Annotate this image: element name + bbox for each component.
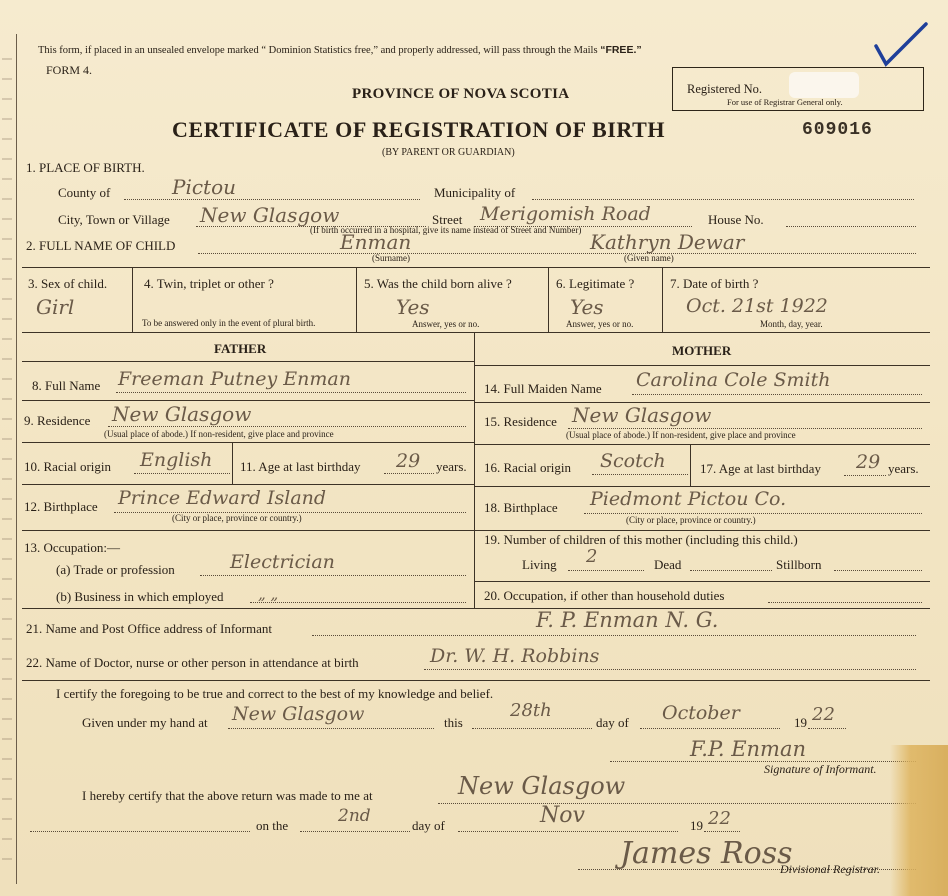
- registrar-day-value: 2nd: [338, 806, 371, 826]
- registered-no-note: For use of Registrar General only.: [727, 97, 843, 107]
- father-rule-1: [22, 400, 474, 401]
- father-racial-value: English: [140, 449, 213, 471]
- mother-rule-4: [474, 530, 930, 531]
- father-occupation-label: 13. Occupation:—: [24, 540, 121, 555]
- mother-residence-line: [568, 427, 922, 429]
- mail-notice-text: This form, if placed in an unsealed envelope marked “ Dominion Statistics free,” and properly addressed, will pass through the Mails: [38, 45, 598, 56]
- registered-no-box: [672, 67, 924, 111]
- mother-racial-label: 16. Racial origin: [484, 460, 572, 475]
- binding-edge: [2, 40, 12, 860]
- certify-month-line: [640, 727, 780, 729]
- registrar-day-line: [300, 830, 410, 832]
- father-racial-line: [134, 472, 230, 474]
- certify-year-line: [808, 727, 846, 729]
- mother-name-line: [632, 393, 922, 395]
- mother-name-label: 14. Full Maiden Name: [484, 381, 602, 396]
- registered-no-label: Registered No.: [687, 82, 762, 96]
- sex-label: 3. Sex of child.: [28, 276, 108, 291]
- certify-statement: I certify the foregoing to be true and correct to the best of my knowledge and belief.: [56, 686, 494, 701]
- hospital-note: (If birth occurred in a hospital, give its name instead of Street and Number): [310, 225, 582, 235]
- street-value: Merigomish Road: [480, 203, 651, 225]
- date-of-birth-note: Month, day, year.: [760, 319, 823, 329]
- certify-day-line: [472, 727, 592, 729]
- father-years-label: years.: [436, 459, 467, 474]
- mail-notice-free: “FREE.”: [600, 44, 642, 56]
- row3-divider-4: [662, 267, 663, 332]
- county-label: County of: [58, 185, 111, 200]
- street-label: Street: [432, 212, 463, 227]
- check-mark-icon: [872, 20, 932, 70]
- stillborn-line: [834, 569, 922, 571]
- legitimate-value: Yes: [570, 295, 604, 319]
- mother-racial-line: [592, 473, 688, 475]
- mother-occupation-label: 20. Occupation, if other than household duties: [484, 588, 725, 603]
- living-label: Living: [522, 557, 557, 572]
- informant-signature-caption: Signature of Informant.: [764, 762, 877, 776]
- county-value: Pictou: [172, 175, 237, 199]
- mother-age-value: 29: [856, 451, 881, 473]
- trade-line: [200, 574, 466, 576]
- mother-residence-note: (Usual place of abode.) If non-resident, give place and province: [566, 430, 796, 440]
- house-no-label: House No.: [708, 212, 764, 227]
- doctor-line: [424, 668, 916, 670]
- dead-label: Dead: [654, 557, 682, 572]
- row3-divider-2: [356, 267, 357, 332]
- city-value: New Glasgow: [200, 203, 340, 227]
- father-rule-3: [22, 484, 474, 485]
- registrar-place-line: [438, 802, 916, 804]
- house-no-line: [786, 225, 916, 227]
- place-of-birth-label: 1. PLACE OF BIRTH.: [26, 160, 145, 175]
- registrar-lead-line: [30, 830, 250, 832]
- mother-birthplace-label: 18. Birthplace: [484, 500, 558, 515]
- mother-years-label: years.: [888, 461, 919, 476]
- left-border-line: [16, 34, 17, 884]
- municipality-label: Municipality of: [434, 185, 516, 200]
- dead-line: [690, 569, 772, 571]
- business-line: [250, 601, 466, 603]
- doctor-value: Dr. W. H. Robbins: [430, 645, 600, 667]
- mother-racial-value: Scotch: [600, 450, 666, 472]
- living-line: [568, 569, 644, 571]
- registrar-signature: James Ross: [620, 836, 793, 871]
- mother-age-line: [844, 474, 886, 476]
- registrar-year-value: 22: [708, 808, 731, 829]
- county-line: [124, 198, 420, 200]
- father-rule-2: [22, 442, 474, 443]
- certify-day-of-label: day of: [596, 715, 629, 730]
- living-value: 2: [586, 546, 598, 567]
- child-name-line: [198, 252, 916, 254]
- father-name-label: 8. Full Name: [32, 378, 101, 393]
- surname-caption: (Surname): [372, 253, 410, 263]
- informant-value: F. P. Enman N. G.: [536, 608, 719, 632]
- sex-value: Girl: [36, 295, 75, 319]
- father-age-value: 29: [396, 450, 421, 472]
- child-given-value: Kathryn Dewar: [590, 230, 745, 254]
- mother-birthplace-line: [584, 512, 922, 514]
- mother-rule-2: [474, 444, 930, 445]
- city-label: City, Town or Village: [58, 212, 170, 227]
- father-age-line: [384, 472, 434, 474]
- child-surname-value: Enman: [340, 230, 412, 254]
- date-of-birth-value: Oct. 21st 1922: [686, 295, 828, 317]
- mail-notice: [38, 44, 642, 56]
- mother-residence-label: 15. Residence: [484, 414, 557, 429]
- form-number: FORM 4.: [46, 63, 93, 77]
- mother-name-value: Carolina Cole Smith: [636, 369, 831, 391]
- given-place-line: [228, 727, 434, 729]
- mother-age-label: 17. Age at last birthday: [700, 461, 821, 476]
- twin-label: 4. Twin, triplet or other ?: [144, 276, 274, 291]
- father-age-divider: [232, 442, 233, 484]
- father-residence-label: 9. Residence: [24, 413, 91, 428]
- registrar-place-value: New Glasgow: [458, 772, 626, 800]
- children-count-label: 19. Number of children of this mother (including this child.): [484, 532, 798, 547]
- registrar-year-prefix: 19: [690, 818, 703, 833]
- father-rule-4: [22, 530, 474, 531]
- mother-rule-3: [474, 486, 930, 487]
- given-place-value: New Glasgow: [232, 703, 365, 725]
- row3-bottom-rule: [22, 332, 930, 333]
- father-birthplace-value: Prince Edward Island: [118, 487, 327, 509]
- registrar-statement: I hereby certify that the above return was made to me at: [82, 788, 373, 803]
- father-birthplace-note: (City or place, province or country.): [172, 513, 302, 523]
- mother-birthplace-value: Piedmont Pictou Co.: [590, 488, 787, 510]
- informant-signature: F.P. Enman: [690, 737, 807, 761]
- father-age-label: 11. Age at last birthday: [240, 459, 361, 474]
- row3-top-rule: [22, 267, 930, 268]
- certify-year-value: 22: [812, 704, 835, 725]
- legitimate-label: 6. Legitimate ?: [556, 276, 635, 291]
- registrar-month-value: Nov: [540, 803, 585, 828]
- certificate-title: CERTIFICATE OF REGISTRATION OF BIRTH: [172, 117, 666, 142]
- child-name-label: 2. FULL NAME OF CHILD: [26, 238, 176, 253]
- row3-divider-3: [548, 267, 549, 332]
- business-value: „ „: [258, 585, 279, 603]
- born-alive-note: Answer, yes or no.: [412, 319, 480, 329]
- born-alive-label: 5. Was the child born alive ?: [364, 276, 512, 291]
- row3-divider-1: [132, 267, 133, 332]
- informant-line: [312, 634, 916, 636]
- father-mother-divider: [474, 332, 475, 608]
- certificate-subtitle: (BY PARENT OR GUARDIAN): [382, 147, 515, 158]
- father-residence-note: (Usual place of abode.) If non-resident, give place and province: [104, 429, 334, 439]
- grid-bottom-rule: [22, 608, 930, 609]
- informant-label: 21. Name and Post Office address of Informant: [26, 621, 272, 636]
- certify-day-value: 28th: [510, 700, 552, 721]
- municipality-line: [532, 198, 914, 200]
- stillborn-label: Stillborn: [776, 557, 822, 572]
- trade-value: Electrician: [230, 551, 335, 573]
- registrar-year-line: [704, 830, 740, 832]
- twin-note: To be answered only in the event of plural birth.: [142, 318, 316, 328]
- certify-year-prefix: 19: [794, 715, 807, 730]
- father-heading-rule: [22, 361, 474, 362]
- father-residence-line: [108, 425, 466, 427]
- father-birthplace-label: 12. Birthplace: [24, 499, 98, 514]
- father-racial-label: 10. Racial origin: [24, 459, 112, 474]
- mother-occupation-line: [768, 601, 922, 603]
- given-under-hand-label: Given under my hand at: [82, 715, 208, 730]
- registrar-month-line: [458, 830, 678, 832]
- mother-rule-5: [474, 581, 930, 582]
- legitimate-note: Answer, yes or no.: [566, 319, 634, 329]
- father-name-value: Freeman Putney Enman: [118, 368, 351, 390]
- registrar-caption: Divisional Registrar.: [780, 862, 881, 876]
- on-the-label: on the: [256, 818, 289, 833]
- certify-top-rule: [22, 680, 930, 681]
- mother-heading-rule: [474, 365, 930, 366]
- given-name-caption: (Given name): [624, 253, 674, 263]
- redaction-patch: [789, 72, 859, 98]
- born-alive-value: Yes: [396, 295, 430, 319]
- father-heading: FATHER: [214, 341, 267, 356]
- mother-age-divider: [690, 444, 691, 486]
- father-name-line: [116, 391, 466, 393]
- date-of-birth-label: 7. Date of birth ?: [670, 276, 759, 291]
- registrar-day-of-label: day of: [412, 818, 445, 833]
- mother-heading: MOTHER: [672, 343, 732, 358]
- certificate-number: 609016: [802, 120, 873, 140]
- mother-residence-value: New Glasgow: [572, 403, 712, 427]
- certify-month-value: October: [662, 702, 740, 724]
- this-label: this: [444, 715, 463, 730]
- business-label: (b) Business in which employed: [56, 589, 224, 604]
- father-residence-value: New Glasgow: [112, 402, 252, 426]
- doctor-label: 22. Name of Doctor, nurse or other person in attendance at birth: [26, 655, 359, 670]
- trade-label: (a) Trade or profession: [56, 562, 175, 577]
- province-heading: PROVINCE OF NOVA SCOTIA: [352, 86, 570, 102]
- paper-stain: [890, 745, 948, 896]
- mother-birthplace-note: (City or place, province or country.): [626, 515, 756, 525]
